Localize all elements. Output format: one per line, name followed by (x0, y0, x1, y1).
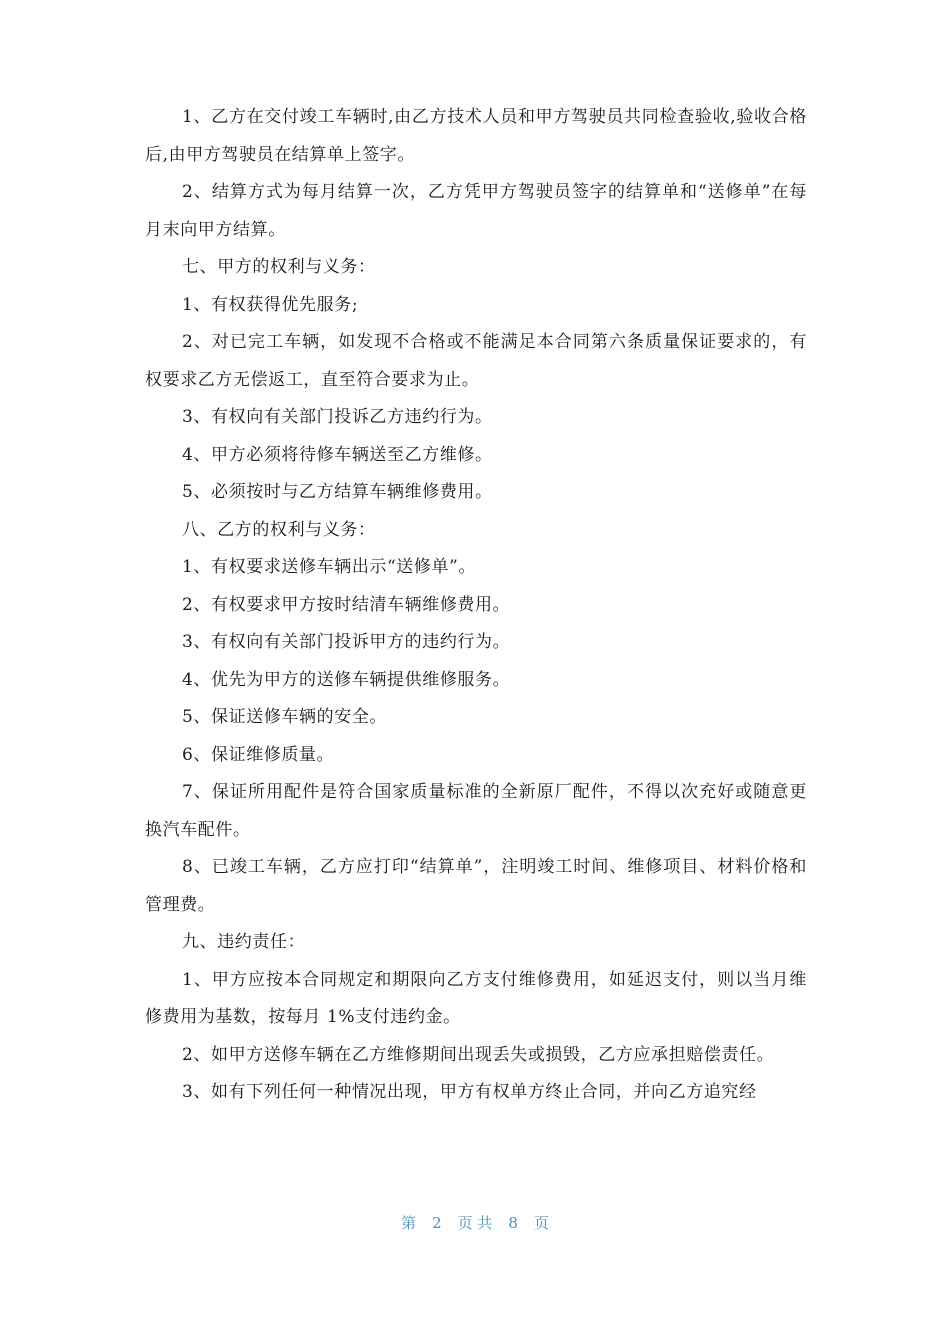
paragraph: 3、如有下列任何一种情况出现，甲方有权单方终止合同，并向乙方追究经 (182, 1082, 757, 1102)
page-footer (0, 1212, 950, 1233)
paragraph: 2、结算方式为每月结算一次，乙方凭甲方驾驶员签字的结算单和“送修单”在每月末向甲方结算。 (145, 182, 807, 240)
paragraph: 1、乙方在交付竣工车辆时,由乙方技术人员和甲方驾驶员共同检查验收,验收合格后,由甲方驾驶员在结算单上签字。 (145, 107, 807, 165)
document-body (145, 99, 807, 1112)
paragraph: 4、优先为甲方的送修车辆提供维修服务。 (182, 669, 511, 690)
paragraph: 1、有权要求送修车辆出示“送修单”。 (182, 557, 476, 577)
paragraph: 3、有权向有关部门投诉乙方违约行为。 (182, 407, 493, 427)
footer-ye-gong: 页 共 (457, 1214, 493, 1232)
paragraph: 5、保证送修车辆的安全。 (182, 707, 388, 727)
paragraph: 2、对已完工车辆，如发现不合格或不能满足本合同第六条质量保证要求的，有权要求乙方无偿返工，直至符合要求为止。 (145, 332, 807, 390)
paragraph: 2、如甲方送修车辆在乙方维修期间出现丢失或损毁，乙方应承担赔偿责任。 (182, 1044, 775, 1065)
paragraph: 1、甲方应按本合同规定和期限向乙方支付维修费用，如延迟支付，则以当月维修费用为基数，按每月 1%支付违约金。 (145, 969, 807, 1027)
section-heading: 八、乙方的权利与义务： (182, 519, 376, 540)
paragraph: 1、有权获得优先服务; (182, 294, 359, 315)
paragraph: 6、保证维修质量。 (182, 744, 335, 765)
section-heading: 七、甲方的权利与义务： (182, 257, 376, 277)
footer-ye: 页 (533, 1214, 549, 1232)
footer-total-pages: 8 (508, 1214, 518, 1232)
footer-current-page: 2 (432, 1214, 442, 1232)
footer-di: 第 (401, 1214, 417, 1232)
paragraph: 7、保证所用配件是符合国家质量标准的全新原厂配件，不得以次充好或随意更换汽车配件。 (145, 782, 807, 840)
paragraph: 4、甲方必须将待修车辆送至乙方维修。 (182, 444, 493, 465)
section-heading: 九、违约责任： (182, 932, 306, 952)
paragraph: 5、必须按时与乙方结算车辆维修费用。 (182, 482, 493, 502)
paragraph: 2、有权要求甲方按时结清车辆维修费用。 (182, 594, 511, 615)
paragraph: 3、有权向有关部门投诉甲方的违约行为。 (182, 632, 511, 652)
paragraph: 8、已竣工车辆，乙方应打印“结算单”，注明竣工时间、维修项目、材料价格和管理费。 (145, 857, 807, 915)
